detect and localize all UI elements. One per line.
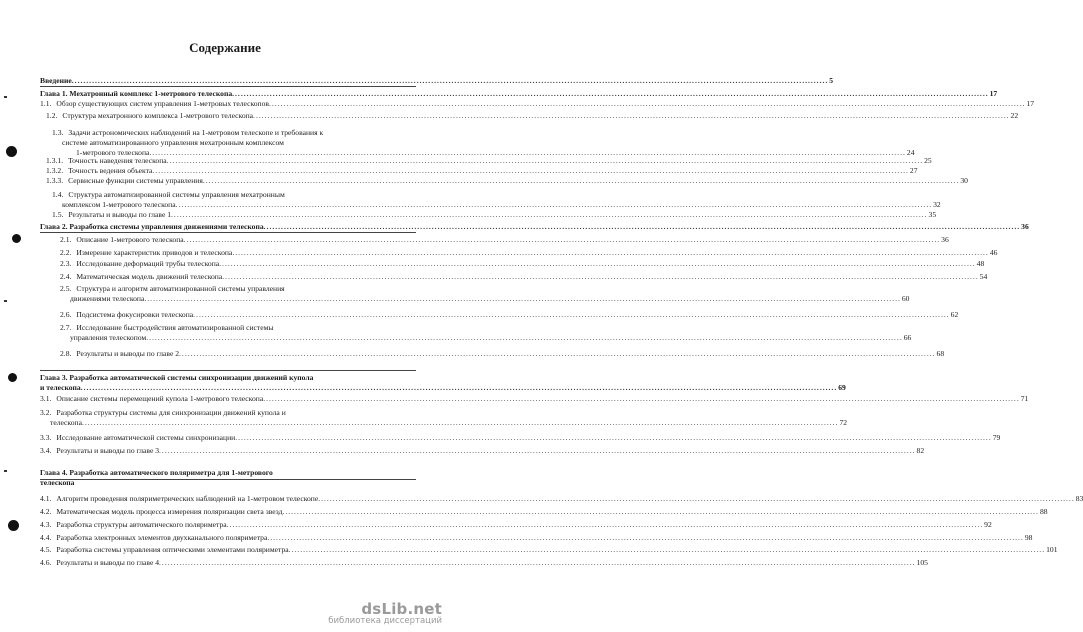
toc-entry-title: Результаты и выводы по главе 2 bbox=[76, 349, 180, 358]
toc-entry bbox=[52, 190, 428, 199]
scan-hole-mark bbox=[6, 146, 17, 157]
toc-entry-title: Глава 4. Разработка автоматического поляриметра для 1-метрового bbox=[40, 468, 273, 477]
toc-entry-number: 1.4. bbox=[52, 190, 64, 199]
leader-dots bbox=[82, 418, 839, 427]
toc-entry-title: Подсистема фокусировки телескопа bbox=[76, 310, 194, 319]
toc-page-number: 69 bbox=[838, 383, 846, 392]
toc-entry bbox=[40, 494, 1083, 503]
toc-entry bbox=[40, 99, 1035, 108]
toc-entry-title: Результаты и выводы по главе 4 bbox=[56, 558, 160, 567]
toc-entry-number: 1.2. bbox=[46, 111, 58, 120]
toc-entry-title-continued: управления телескопом bbox=[70, 333, 147, 342]
leader-dots bbox=[81, 383, 838, 392]
toc-entry bbox=[60, 310, 959, 319]
toc-entry-number: 1.3. bbox=[52, 128, 64, 137]
toc-entry-title: Структура и алгоритм автоматизированной системы управления bbox=[76, 284, 285, 293]
scan-edge-mark bbox=[4, 300, 7, 302]
toc-entry bbox=[40, 76, 834, 85]
toc-entry-number: 3.3. bbox=[40, 433, 52, 442]
scan-edge-mark bbox=[4, 470, 7, 472]
toc-entry-title-continued: и телескопа bbox=[40, 383, 81, 392]
toc-page-number: 101 bbox=[1046, 545, 1058, 554]
toc-page-number: 24 bbox=[906, 148, 915, 157]
toc-page-number: 48 bbox=[976, 259, 985, 268]
toc-entry-number: 1.3.3. bbox=[46, 176, 64, 185]
section-rule bbox=[40, 232, 416, 233]
toc-page-number: 17 bbox=[989, 89, 998, 98]
leader-dots bbox=[167, 156, 924, 165]
toc-entry bbox=[40, 558, 928, 567]
toc-entry-title: Разработка электронных элементов двухканального поляриметра bbox=[56, 533, 268, 542]
toc-entry bbox=[60, 349, 945, 358]
toc-entry bbox=[60, 284, 436, 293]
toc-entry-title: Разработка структуры системы для синхронизации движений купола и bbox=[56, 408, 286, 417]
toc-entry bbox=[40, 89, 998, 98]
toc-entry-continuation bbox=[40, 478, 416, 487]
toc-entry bbox=[60, 235, 949, 244]
toc-entry-number: 1.1. bbox=[40, 99, 52, 108]
toc-entry bbox=[46, 111, 1019, 120]
toc-page-number: 88 bbox=[1039, 507, 1048, 516]
toc-entry-number: 2.3. bbox=[60, 259, 72, 268]
toc-entry bbox=[40, 533, 1033, 542]
toc-entry bbox=[40, 394, 1029, 403]
toc-entry-title: Обзор существующих систем управления 1-метровых телескопов bbox=[56, 99, 269, 108]
toc-entry-title: Разработка системы управления оптическими элементами поляриметра bbox=[56, 545, 289, 554]
toc-entry bbox=[40, 373, 416, 382]
toc-entry-title: Описание системы перемещений купола 1-метрового телескопа bbox=[56, 394, 264, 403]
section-rule bbox=[40, 86, 416, 87]
toc-entry bbox=[46, 156, 932, 165]
toc-entry-title: Исследование автоматической системы синхронизации bbox=[56, 433, 236, 442]
toc-entry bbox=[40, 520, 992, 529]
toc-entry-title-continued: телескопа bbox=[50, 418, 82, 427]
toc-entry-title: Математическая модель движений телескопа bbox=[76, 272, 223, 281]
toc-entry-title: Задачи астрономических наблюдений на 1-метровом телескопе и требования к bbox=[68, 128, 324, 137]
toc-page-number: 36 bbox=[1021, 222, 1029, 231]
toc-page-number: 98 bbox=[1024, 533, 1033, 542]
scan-hole-mark bbox=[8, 520, 19, 531]
toc-entry-number: 4.5. bbox=[40, 545, 52, 554]
scan-hole-mark bbox=[12, 234, 21, 243]
toc-entry-number: 1.3.1. bbox=[46, 156, 64, 165]
scan-hole-mark bbox=[8, 373, 17, 382]
toc-entry-number: 2.1. bbox=[60, 235, 72, 244]
toc-page-number: 27 bbox=[909, 166, 918, 175]
toc-entry bbox=[60, 248, 998, 257]
toc-entry-continuation bbox=[62, 138, 416, 147]
toc-entry-number: 2.6. bbox=[60, 310, 72, 319]
leader-dots bbox=[179, 349, 936, 358]
toc-entry-number: 3.1. bbox=[40, 394, 52, 403]
toc-page-number: 36 bbox=[941, 235, 949, 244]
toc-entry-number: 4.6. bbox=[40, 558, 52, 567]
watermark-logo: dsLib.net bbox=[361, 600, 442, 618]
toc-page-number: 25 bbox=[924, 156, 932, 165]
toc-page-number: 72 bbox=[839, 418, 848, 427]
toc-page-number: 79 bbox=[992, 433, 1001, 442]
toc-entry bbox=[46, 176, 968, 185]
toc-entry-number: 2.4. bbox=[60, 272, 72, 281]
toc-entry-number: 4.2. bbox=[40, 507, 52, 516]
leader-dots bbox=[222, 272, 979, 281]
toc-entry-title: Глава 3. Разработка автоматической системы синхронизации движений купола bbox=[40, 373, 314, 382]
toc-entry-number: 1.5. bbox=[52, 210, 64, 219]
toc-entry bbox=[40, 408, 416, 417]
leader-dots bbox=[267, 533, 1024, 542]
toc-entry-number: 4.3. bbox=[40, 520, 52, 529]
leader-dots bbox=[235, 433, 992, 442]
toc-page-number: 35 bbox=[928, 210, 937, 219]
toc-entry-title: Алгоритм проведения поляриметрических наблюдений на 1-метровом телескопе bbox=[56, 494, 319, 503]
toc-page-number: 82 bbox=[916, 446, 925, 455]
page-title: Содержание bbox=[189, 40, 261, 55]
toc-entry-continuation bbox=[70, 333, 912, 342]
toc-page-number: 54 bbox=[979, 272, 988, 281]
leader-dots bbox=[318, 494, 1075, 503]
toc-entry-number: 3.4. bbox=[40, 446, 52, 455]
toc-page-number: 46 bbox=[989, 248, 998, 257]
toc-page-number: 71 bbox=[1020, 394, 1029, 403]
toc-entry bbox=[52, 128, 428, 137]
toc-entry-continuation bbox=[70, 294, 910, 303]
leader-dots bbox=[152, 166, 909, 175]
leader-dots bbox=[159, 446, 916, 455]
toc-entry-title-continued: телескопа bbox=[40, 478, 75, 487]
leader-dots bbox=[263, 394, 1020, 403]
toc-entry-title: Исследование деформаций трубы телескопа bbox=[76, 259, 220, 268]
toc-page-number: 22 bbox=[1010, 111, 1019, 120]
leader-dots bbox=[282, 507, 1039, 516]
toc-entry-number: 4.4. bbox=[40, 533, 52, 542]
toc-entry bbox=[60, 272, 988, 281]
leader-dots bbox=[253, 111, 1010, 120]
toc-entry-title: Структура автоматизированной системы управления мехатронным bbox=[68, 190, 285, 199]
toc-entry-continuation bbox=[50, 418, 848, 427]
toc-entry bbox=[46, 166, 918, 175]
toc-entry-title-continued: движениями телескопа bbox=[70, 294, 145, 303]
toc-entry bbox=[60, 259, 985, 268]
toc-page-number: 60 bbox=[901, 294, 910, 303]
toc-entry-title: Введение bbox=[40, 76, 72, 85]
toc-entry-title-continued: системе автоматизированного управления мехатронным комплексом bbox=[62, 138, 284, 147]
scan-edge-mark bbox=[4, 96, 7, 98]
toc-entry-title-continued: 1-метрового телескопа bbox=[76, 148, 150, 157]
table-of-contents bbox=[40, 0, 1083, 600]
toc-entry-title: Результаты и выводы по главе 1 bbox=[68, 210, 172, 219]
toc-page-number: 62 bbox=[950, 310, 959, 319]
leader-dots bbox=[193, 310, 950, 319]
toc-page-number: 32 bbox=[933, 200, 941, 209]
toc-entry bbox=[40, 222, 1029, 231]
toc-entry bbox=[40, 446, 925, 455]
toc-entry-continuation bbox=[62, 200, 941, 209]
toc-entry bbox=[40, 433, 1001, 442]
toc-entry bbox=[52, 210, 937, 219]
toc-entry-title: Глава 2. Разработка системы управления движениями телескопа bbox=[40, 222, 264, 231]
leader-dots bbox=[159, 558, 916, 567]
toc-entry-title: Сервисные функции системы управления bbox=[68, 176, 203, 185]
toc-entry-title: Измерение характеристик приводов и телескопа bbox=[76, 248, 233, 257]
toc-entry-title: Разработка структуры автоматического поляриметра bbox=[56, 520, 227, 529]
leader-dots bbox=[264, 222, 1021, 231]
watermark-subtitle: библиотека диссертаций bbox=[328, 616, 442, 626]
leader-dots bbox=[219, 259, 976, 268]
toc-page-number: 92 bbox=[984, 520, 992, 529]
watermark bbox=[328, 600, 442, 626]
leader-dots bbox=[232, 248, 989, 257]
leader-dots bbox=[144, 294, 901, 303]
toc-entry bbox=[40, 507, 1048, 516]
leader-dots bbox=[72, 76, 829, 85]
toc-entry-title: Математическая модель процесса измерения поляризации света звезд bbox=[56, 507, 283, 516]
leader-dots bbox=[227, 520, 984, 529]
toc-entry-title-continued: комплексом 1-метрового телескопа bbox=[62, 200, 176, 209]
toc-page-number: 5 bbox=[829, 76, 834, 85]
leader-dots bbox=[203, 176, 960, 185]
section-rule bbox=[40, 370, 416, 371]
leader-dots bbox=[232, 89, 989, 98]
toc-entry-title: Точность ведения объекта bbox=[68, 166, 153, 175]
leader-dots bbox=[171, 210, 928, 219]
toc-entry-number: 3.2. bbox=[40, 408, 52, 417]
toc-entry-title: Точность наведения телескопа bbox=[68, 156, 167, 165]
toc-page-number: 68 bbox=[936, 349, 945, 358]
toc-page-number: 66 bbox=[903, 333, 912, 342]
toc-entry-number: 2.2. bbox=[60, 248, 72, 257]
toc-entry-title: Результаты и выводы по главе 3 bbox=[56, 446, 160, 455]
toc-page-number: 17 bbox=[1026, 99, 1035, 108]
toc-entry-number: 4.1. bbox=[40, 494, 52, 503]
toc-entry bbox=[60, 323, 436, 332]
toc-entry-continuation bbox=[40, 383, 846, 392]
toc-page-number: 83 bbox=[1075, 494, 1083, 503]
toc-entry-number: 1.3.2. bbox=[46, 166, 64, 175]
toc-entry-title: Структура мехатронного комплекса 1-метрового телескопа bbox=[62, 111, 254, 120]
leader-dots bbox=[176, 200, 933, 209]
leader-dots bbox=[269, 99, 1026, 108]
leader-dots bbox=[146, 333, 903, 342]
leader-dots bbox=[184, 235, 941, 244]
leader-dots bbox=[289, 545, 1046, 554]
toc-page-number: 30 bbox=[960, 176, 968, 185]
toc-entry bbox=[40, 545, 1058, 554]
toc-entry-title: Описание 1-метрового телескопа bbox=[76, 235, 184, 244]
toc-entry-title: Исследование быстродействия автоматизированной системы bbox=[76, 323, 274, 332]
toc-entry-number: 2.5. bbox=[60, 284, 72, 293]
toc-entry-number: 2.8. bbox=[60, 349, 72, 358]
toc-entry-title: Глава 1. Мехатронный комплекс 1-метрового телескопа bbox=[40, 89, 233, 98]
toc-entry-number: 2.7. bbox=[60, 323, 72, 332]
toc-entry bbox=[40, 468, 416, 477]
toc-page-number: 105 bbox=[916, 558, 928, 567]
